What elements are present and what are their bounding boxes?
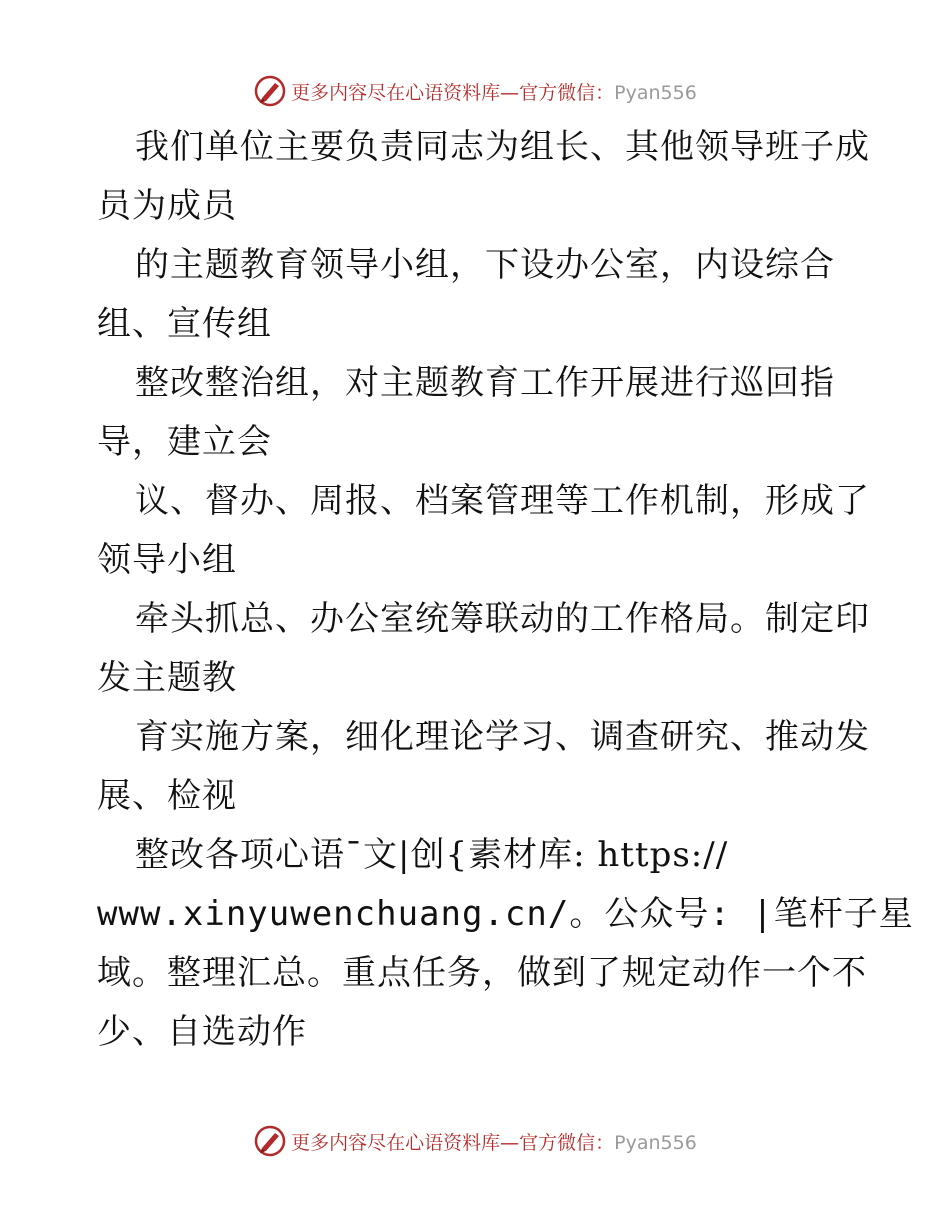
paragraph-line: 组、宣传组: [97, 304, 272, 344]
banner-main-text: 更多内容尽在心语资料库—官方微信：: [291, 81, 615, 104]
paragraph-line: 育实施方案，细化理论学习、调查研究、推动发: [135, 717, 870, 757]
paragraph-line: 域。整理汇总。重点任务，做到了规定动作一个不: [97, 953, 867, 993]
paragraph-line: 的主题教育领导小组，下设办公室，内设综合: [135, 245, 835, 285]
pen-logo-icon: [253, 74, 287, 108]
paragraph: [97, 590, 870, 708]
banner-wechat-id: Pyan556: [614, 81, 697, 104]
paragraph-line: 少、自选动作: [97, 1012, 307, 1052]
pen-logo-icon: [253, 1124, 287, 1158]
header-banner: [0, 71, 950, 111]
paragraph-line: 牵头抓总、办公室统筹联动的工作格局。制定印: [135, 599, 870, 639]
paragraph: [97, 708, 870, 826]
paragraph-line: 议、督办、周报、档案管理等工作机制，形成了: [135, 481, 870, 521]
paragraph-last: [97, 826, 914, 1062]
footer-banner: [0, 1121, 950, 1161]
paragraph-line: 领导小组: [97, 540, 237, 580]
paragraph: [97, 472, 870, 590]
paragraph-line: 我们单位主要负责同志为组长、其他领导班子成: [135, 127, 870, 167]
paragraph-line: 导，建立会: [97, 422, 272, 462]
paragraph-line: 整改各项心语¯文|创{素材库: https://: [135, 835, 729, 875]
paragraph: [97, 118, 870, 236]
paragraph-line: 员为成员: [97, 186, 237, 226]
paragraph: [97, 236, 857, 354]
banner-wechat-id: Pyan556: [614, 1131, 697, 1154]
banner-text: [291, 1128, 697, 1155]
banner-main-text: 更多内容尽在心语资料库—官方微信：: [291, 1131, 615, 1154]
paragraph-line: 整改整治组，对主题教育工作开展进行巡回指: [135, 363, 835, 403]
paragraph: [97, 354, 857, 472]
paragraph-line: 展、检视: [97, 776, 237, 816]
document-body: [97, 118, 914, 1062]
paragraph-line-url: www.xinyuwenchuang.cn/。公众号: |笔杆子星: [97, 894, 914, 934]
paragraph-line: 发主题教: [97, 658, 237, 698]
banner-text: [291, 78, 697, 105]
